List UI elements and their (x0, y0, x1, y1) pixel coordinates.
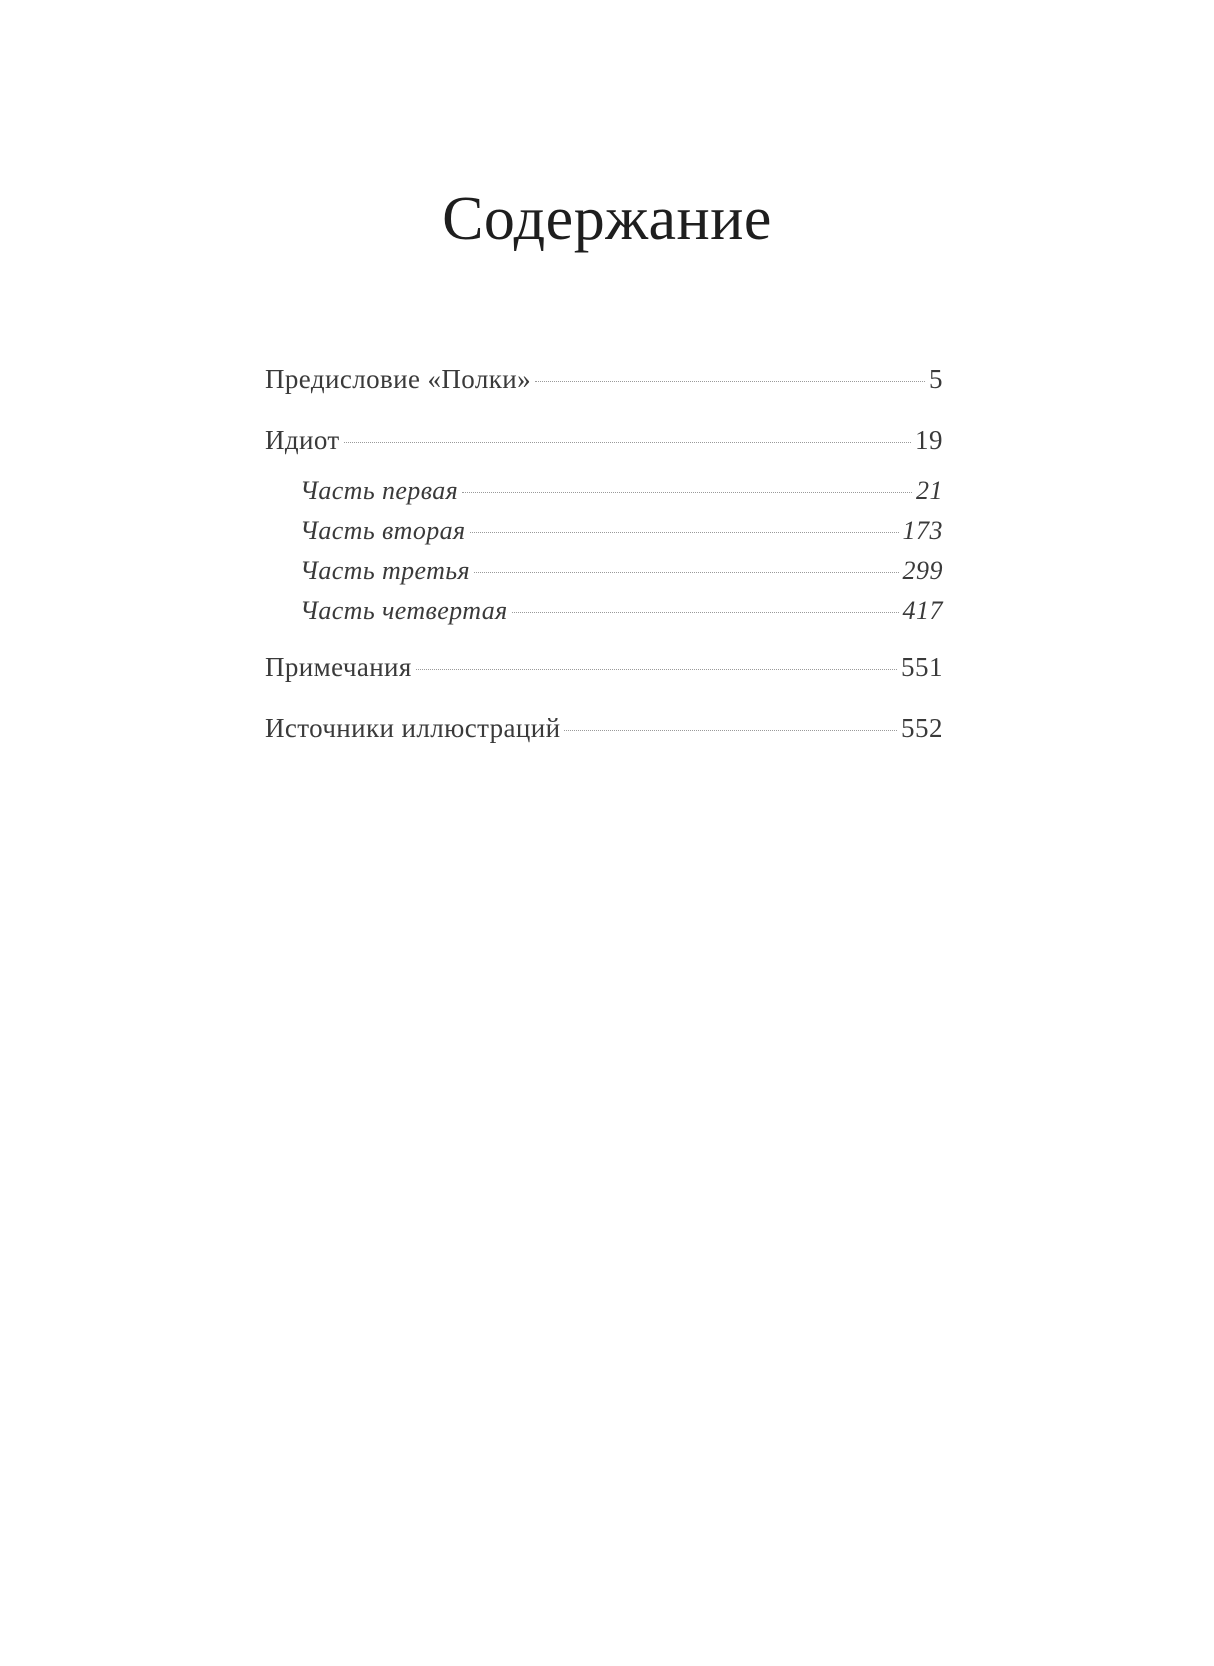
toc-entry-label: Часть третья (300, 556, 471, 585)
toc-entry-notes (265, 650, 943, 684)
toc-entry-page-number: 417 (902, 596, 943, 625)
toc-entry-label: Источники иллюстраций (265, 713, 561, 743)
toc-entry-part-three (265, 554, 943, 588)
toc-entry-label: Часть вторая (300, 516, 466, 545)
toc-entry-page-number: 5 (929, 364, 943, 394)
page-title: Содержание (442, 185, 772, 253)
dot-leader (474, 572, 898, 573)
toc-entry-illustration-sources (265, 711, 943, 745)
toc-entry-page-number: 551 (901, 652, 943, 682)
toc-entry-page-number: 21 (916, 476, 943, 505)
toc-entry-label: Часть четвертая (300, 596, 508, 625)
table-of-contents (265, 362, 943, 772)
toc-entry-page-number: 552 (901, 713, 943, 743)
toc-entry-page-number: 299 (902, 556, 943, 585)
dot-leader (564, 730, 897, 731)
toc-entry-label: Идиот (265, 425, 340, 455)
dot-leader (512, 612, 899, 613)
toc-entry-label: Предисловие «Полки» (265, 364, 531, 394)
dot-leader (416, 669, 897, 670)
toc-entry-preface (265, 362, 943, 396)
toc-entry-page-number: 19 (915, 425, 943, 455)
toc-entry-part-two (265, 514, 943, 548)
toc-entry-page-number: 173 (902, 516, 943, 545)
dot-leader (344, 442, 911, 443)
toc-entry-idiot (265, 423, 943, 457)
toc-entry-part-four (265, 594, 943, 628)
dot-leader (535, 381, 925, 382)
dot-leader (470, 532, 899, 533)
toc-entry-part-one (265, 474, 943, 508)
toc-entry-label: Примечания (265, 652, 412, 682)
dot-leader (462, 492, 912, 493)
toc-entry-label: Часть первая (300, 476, 459, 505)
